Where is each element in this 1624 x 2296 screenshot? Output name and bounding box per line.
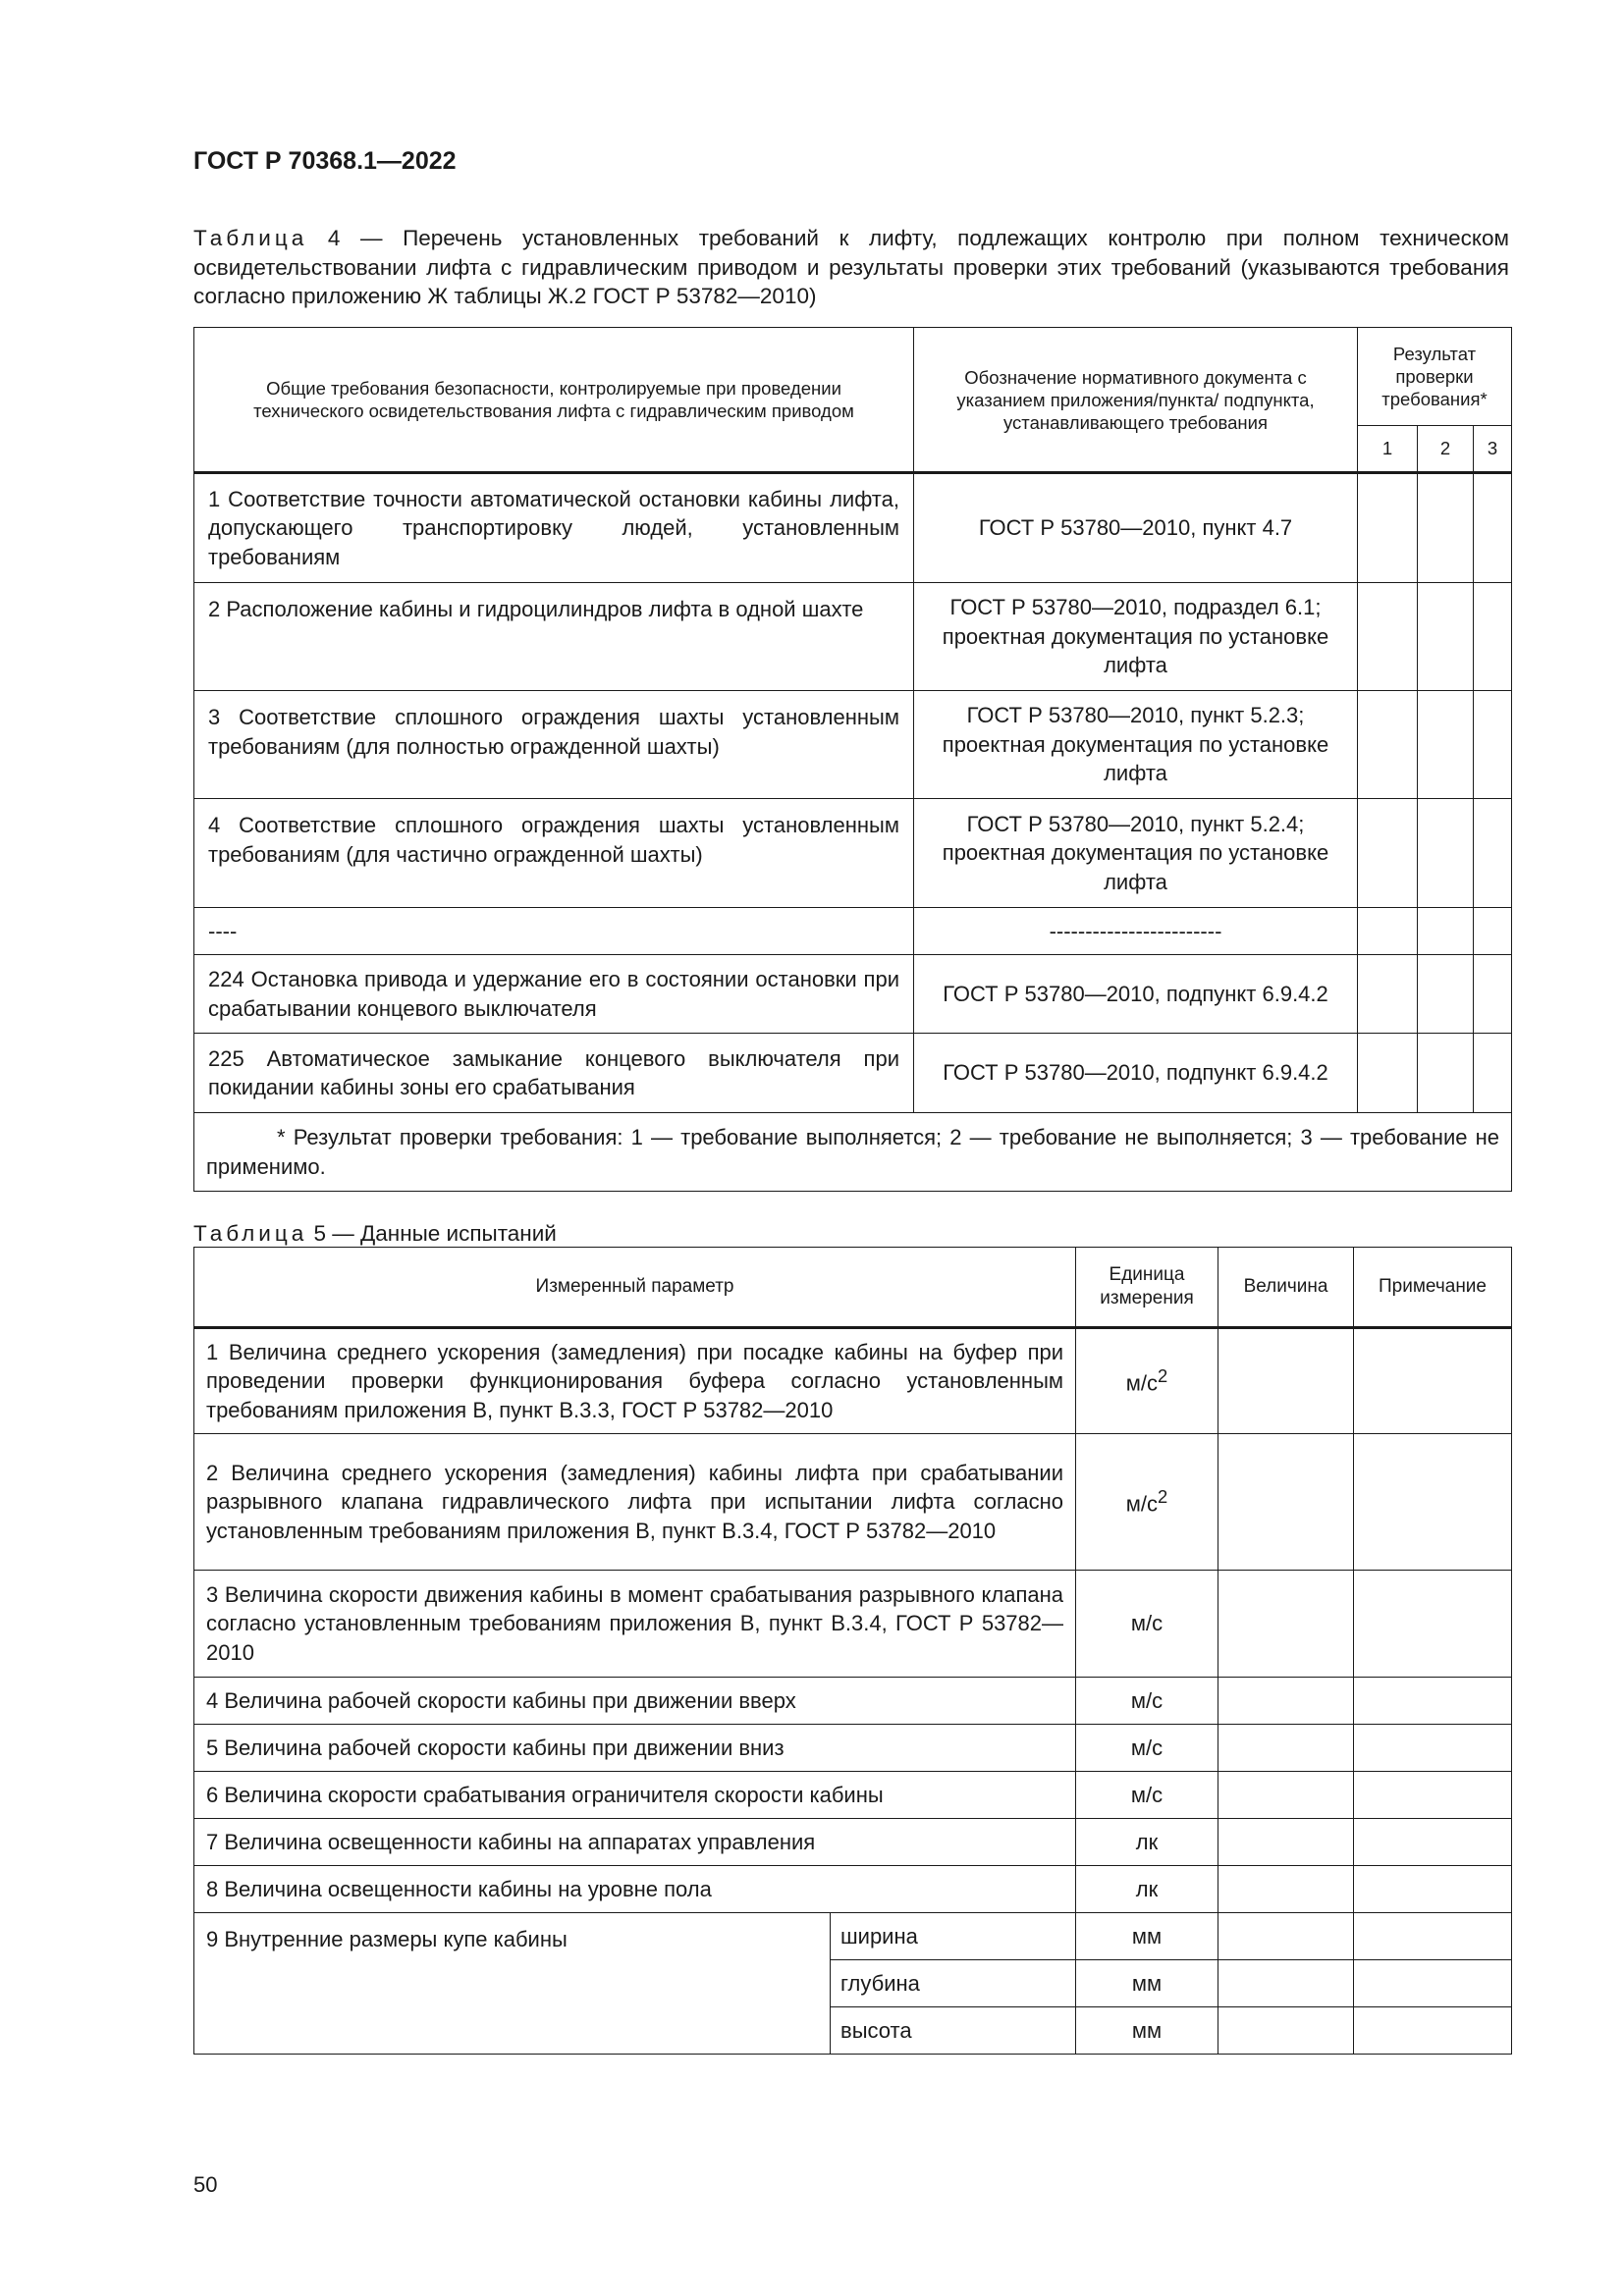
table5-caption-label: Таблица — [193, 1221, 308, 1246]
table4-header-document: Обозначение нормативного документа с указанием приложения/пункта/ подпункта, устанавливающего требования — [914, 328, 1358, 473]
table5-row — [194, 1434, 1512, 1571]
table4 — [193, 327, 1512, 1192]
parameter-cell: 1 Величина среднего ускорения (замедления) при посадке кабины на буфер при проведении проверки функционирования буфера согласно установленным требованиям приложения В, пункт В.3.3, ГОСТ Р 53782—2010 — [194, 1328, 1076, 1434]
result-2-cell — [1418, 908, 1474, 955]
requirement-cell: 4 Соответствие сплошного ограждения шахты установленным требованиям (для частично огражденной шахты) — [194, 799, 914, 908]
value-cell — [1218, 2007, 1354, 2055]
table5-header-parameter: Измеренный параметр — [194, 1248, 1076, 1328]
document-cell: ГОСТ Р 53780—2010, подраздел 6.1; проектная документация по установке лифта — [914, 583, 1358, 691]
result-1-cell — [1358, 473, 1418, 583]
table4-row — [194, 1034, 1512, 1113]
note-cell — [1354, 1819, 1512, 1866]
table4-row — [194, 473, 1512, 583]
result-3-cell — [1474, 583, 1512, 691]
value-cell — [1218, 1960, 1354, 2007]
result-3-cell — [1474, 955, 1512, 1034]
document-cell: ------------------------ — [914, 908, 1358, 955]
table5-row — [194, 1913, 1512, 1960]
value-cell — [1218, 1571, 1354, 1678]
table5-row — [194, 1772, 1512, 1819]
value-cell — [1218, 1434, 1354, 1571]
table4-row — [194, 583, 1512, 691]
unit-cell — [1076, 1434, 1218, 1571]
result-1-cell — [1358, 955, 1418, 1034]
unit-cell — [1076, 1328, 1218, 1434]
unit-cell: лк — [1076, 1866, 1218, 1913]
result-2-cell — [1418, 583, 1474, 691]
value-cell — [1218, 1772, 1354, 1819]
table4-caption-label: Таблица — [193, 226, 308, 250]
table5-caption-text: 5 — Данные испытаний — [313, 1221, 557, 1246]
result-2-cell — [1418, 473, 1474, 583]
unit-cell: м/с — [1076, 1772, 1218, 1819]
parameter-cell: 8 Величина освещенности кабины на уровне пола — [194, 1866, 1076, 1913]
result-3-cell — [1474, 908, 1512, 955]
requirement-cell: 2 Расположение кабины и гидроцилиндров лифта в одной шахте — [194, 583, 914, 691]
value-cell — [1218, 1678, 1354, 1725]
table4-row — [194, 691, 1512, 799]
table4-footnote-row — [194, 1113, 1512, 1192]
document-cell: ГОСТ Р 53780—2010, подпункт 6.9.4.2 — [914, 955, 1358, 1034]
table5-row — [194, 1328, 1512, 1434]
unit-superscript: 2 — [1158, 1486, 1168, 1508]
table4-header-requirement: Общие требования безопасности, контролируемые при проведении технического освидетельствования лифта с гидравлическим приводом — [194, 328, 914, 473]
unit-cell: м/с — [1076, 1571, 1218, 1678]
unit-cell: мм — [1076, 2007, 1218, 2055]
note-cell — [1354, 2007, 1512, 2055]
document-cell: ГОСТ Р 53780—2010, пункт 5.2.3; проектная документация по установке лифта — [914, 691, 1358, 799]
note-cell — [1354, 1913, 1512, 1960]
table4-header-result-3: 3 — [1474, 426, 1512, 473]
table4-caption — [193, 224, 1509, 311]
requirement-cell: 224 Остановка привода и удержание его в состоянии остановки при срабатывании концевого выключателя — [194, 955, 914, 1034]
result-1-cell — [1358, 908, 1418, 955]
value-cell — [1218, 1819, 1354, 1866]
page-number: 50 — [193, 2172, 218, 2197]
result-2-cell — [1418, 691, 1474, 799]
table5-header-note: Примечание — [1354, 1248, 1512, 1328]
table4-footnote — [194, 1113, 1512, 1192]
table4-footnote-text: * Результат проверки требования: 1 — требование выполняется; 2 — требование не выполняется; 3 — требование не применимо. — [206, 1125, 1499, 1179]
table4-header-result-2: 2 — [1418, 426, 1474, 473]
parameter-cell: 5 Величина рабочей скорости кабины при движении вниз — [194, 1725, 1076, 1772]
unit-superscript: 2 — [1158, 1365, 1168, 1387]
note-cell — [1354, 1725, 1512, 1772]
result-1-cell — [1358, 583, 1418, 691]
table4-header-result-1: 1 — [1358, 426, 1418, 473]
parameter-cell: 4 Величина рабочей скорости кабины при движении вверх — [194, 1678, 1076, 1725]
note-cell — [1354, 1678, 1512, 1725]
value-cell — [1218, 1866, 1354, 1913]
unit-text: м/с — [1125, 1491, 1159, 1517]
requirement-cell: 3 Соответствие сплошного ограждения шахты установленным требованиям (для полностью огражденной шахты) — [194, 691, 914, 799]
result-2-cell — [1418, 955, 1474, 1034]
result-3-cell — [1474, 1034, 1512, 1113]
unit-cell: лк — [1076, 1819, 1218, 1866]
note-cell — [1354, 1328, 1512, 1434]
result-3-cell — [1474, 691, 1512, 799]
result-2-cell — [1418, 799, 1474, 908]
requirement-cell: 225 Автоматическое замыкание концевого выключателя при покидании кабины зоны его срабатывания — [194, 1034, 914, 1113]
table5-header-value: Величина — [1218, 1248, 1354, 1328]
document-header: ГОСТ Р 70368.1—2022 — [193, 147, 457, 175]
parameter-cell: 2 Величина среднего ускорения (замедления) кабины лифта при срабатывании разрывного клапана гидравлического лифта при испытании лифта согласно установленным требованиям приложения В, пункт В.3.4, ГОСТ Р 53782—2010 — [194, 1434, 1076, 1571]
result-3-cell — [1474, 799, 1512, 908]
note-cell — [1354, 1571, 1512, 1678]
dimension-label: ширина — [831, 1913, 1076, 1960]
dimension-label: глубина — [831, 1960, 1076, 2007]
result-1-cell — [1358, 799, 1418, 908]
table5-caption — [193, 1219, 1509, 1249]
unit-cell: мм — [1076, 1913, 1218, 1960]
table4-row — [194, 908, 1512, 955]
table4-caption-text: 4 — Перечень установленных требований к лифту, подлежащих контролю при полном техническом освидетельствовании лифта с гидравлическим приводом и результаты проверки этих требований (указываются требования согласно приложению Ж таблицы Ж.2 ГОСТ Р 53782—2010) — [193, 226, 1509, 308]
table5-row — [194, 1678, 1512, 1725]
result-3-cell — [1474, 473, 1512, 583]
document-cell: ГОСТ Р 53780—2010, пункт 5.2.4; проектная документация по установке лифта — [914, 799, 1358, 908]
value-cell — [1218, 1725, 1354, 1772]
result-1-cell — [1358, 691, 1418, 799]
table5-row — [194, 1866, 1512, 1913]
table5 — [193, 1247, 1512, 2055]
table4-header-result: Результат проверки требования* — [1358, 328, 1512, 426]
dimension-label: высота — [831, 2007, 1076, 2055]
document-cell: ГОСТ Р 53780—2010, пункт 4.7 — [914, 473, 1358, 583]
table5-row — [194, 1571, 1512, 1678]
parameter-cell: 7 Величина освещенности кабины на аппаратах управления — [194, 1819, 1076, 1866]
parameter-cell: 3 Величина скорости движения кабины в момент срабатывания разрывного клапана согласно установленным требованиям приложения В, пункт В.3.4, ГОСТ Р 53782—2010 — [194, 1571, 1076, 1678]
note-cell — [1354, 1772, 1512, 1819]
document-cell: ГОСТ Р 53780—2010, подпункт 6.9.4.2 — [914, 1034, 1358, 1113]
unit-text: м/с — [1125, 1370, 1159, 1396]
result-2-cell — [1418, 1034, 1474, 1113]
table4-row — [194, 799, 1512, 908]
table5-row — [194, 1725, 1512, 1772]
table4-row — [194, 955, 1512, 1034]
parameter-cell: 9 Внутренние размеры купе кабины — [194, 1913, 831, 2055]
unit-cell: мм — [1076, 1960, 1218, 2007]
result-1-cell — [1358, 1034, 1418, 1113]
note-cell — [1354, 1960, 1512, 2007]
table5-header-unit: Единица измерения — [1076, 1248, 1218, 1328]
requirement-cell: 1 Соответствие точности автоматической остановки кабины лифта, допускающего транспортировку людей, установленным требованиям — [194, 473, 914, 583]
value-cell — [1218, 1328, 1354, 1434]
unit-cell: м/с — [1076, 1725, 1218, 1772]
unit-cell: м/с — [1076, 1678, 1218, 1725]
parameter-cell: 6 Величина скорости срабатывания ограничителя скорости кабины — [194, 1772, 1076, 1819]
value-cell — [1218, 1913, 1354, 1960]
note-cell — [1354, 1866, 1512, 1913]
table5-row — [194, 1819, 1512, 1866]
requirement-cell: ---- — [194, 908, 914, 955]
note-cell — [1354, 1434, 1512, 1571]
